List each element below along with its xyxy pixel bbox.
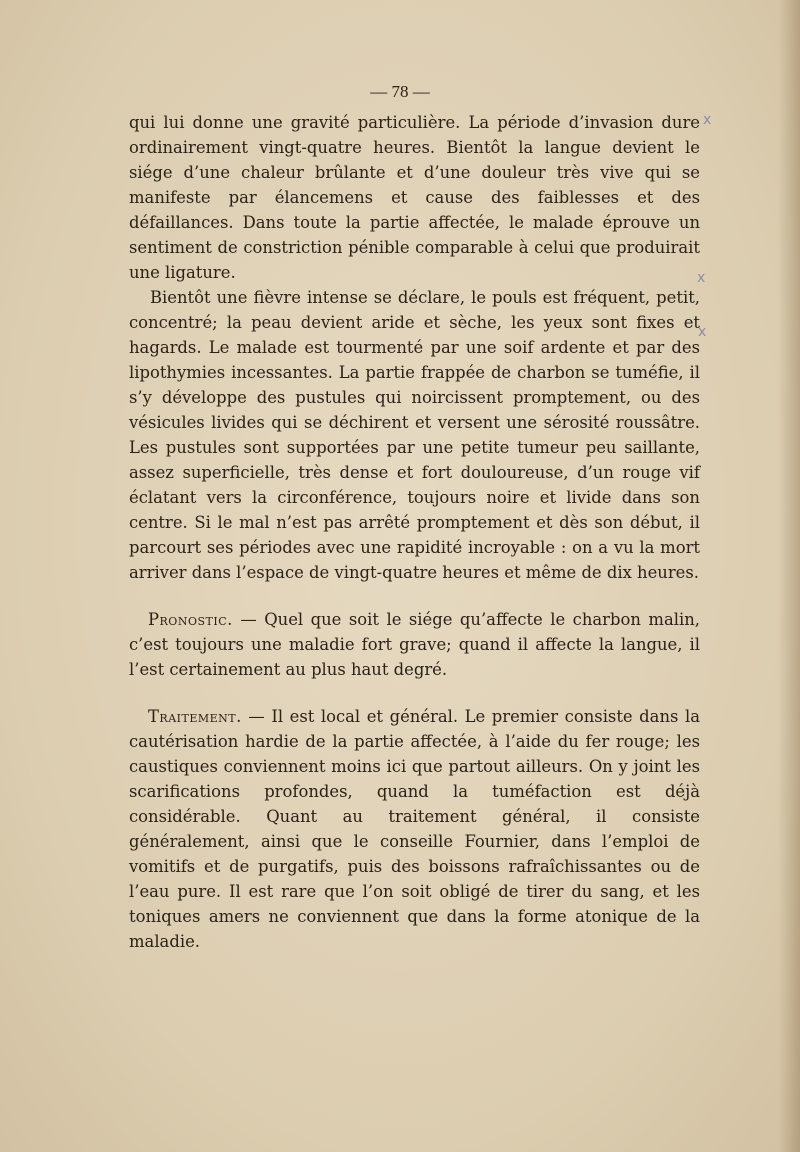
- section-heading-traitement: Traitement.: [148, 707, 242, 726]
- section-traitement: [129, 704, 700, 954]
- section-text-traitement: — Il est local et général. Le premier consiste dans la cautérisation hardie de la partie affectée, à l’aide du fer rouge; les caustiques conviennent moins ici que partout ailleurs. On y joint les scarifications profondes, quand la tuméfaction est déjà considérable. Quant au traitement général, il consiste généralement, ainsi que le conseille Fournier, dans l’emploi de vomitifs et de purgatifs, puis des boissons rafraîchissantes ou de l’eau pure. Il est rare que l’on soit obligé de tirer du sang, et les toniques amers ne conviennent que dans la forme atonique de la maladie.: [129, 707, 700, 951]
- paragraph-symptoms: Bientôt une fièvre intense se déclare, le pouls est fréquent, petit, concentré; la peau devient aride et sèche, les yeux sont fixes et hagards. Le malade est tourmenté par une soif ardente et par des lipothymies incessantes. La partie frappée de charbon se tuméfie, il s’y développe des pustules qui noircissent promptement, ou des vésicules livides qui se déchirent et versent une sérosité roussâtre. Les pustules sont supportées par une petite tumeur peu saillante, assez superficielle, très dense et fort douloureuse, d’un rouge vif éclatant vers la circonférence, toujours noire et livide dans son centre. Si le mal n’est pas arrêté promptement et dès son début, il parcourt ses périodes avec une rapidité incroyable : on a vu la mort arriver dans l’espace de vingt-quatre heures et même de dix heures.: [129, 288, 700, 582]
- section-text-pronostic: — Quel que soit le siége qu’affecte le charbon malin, c’est toujours une maladie fort grave; quand il affecte la langue, il l’est certainement au plus haut degré.: [129, 610, 700, 679]
- section-heading-pronostic: Pronostic.: [148, 610, 233, 629]
- body-text: [129, 110, 700, 954]
- margin-pencil-mark: x: [703, 112, 712, 128]
- section-pronostic: [129, 607, 700, 682]
- paragraph-invasion: qui lui donne une gravité particulière. La période d’invasion dure ordinairement vingt-quatre heures. Bientôt la langue devient le siége d’une chaleur brûlante et d’une douleur très vive qui se manifeste par élancemens et cause des faiblesses et des défaillances. Dans toute la partie affectée, le malade éprouve un sentiment de constriction pénible comparable à celui que produirait une ligature.: [129, 113, 700, 282]
- page-edge-shadow: [778, 0, 800, 1152]
- page-number: — 78 —: [370, 82, 430, 101]
- margin-pencil-mark: x: [698, 324, 707, 340]
- margin-pencil-mark: x: [697, 270, 706, 286]
